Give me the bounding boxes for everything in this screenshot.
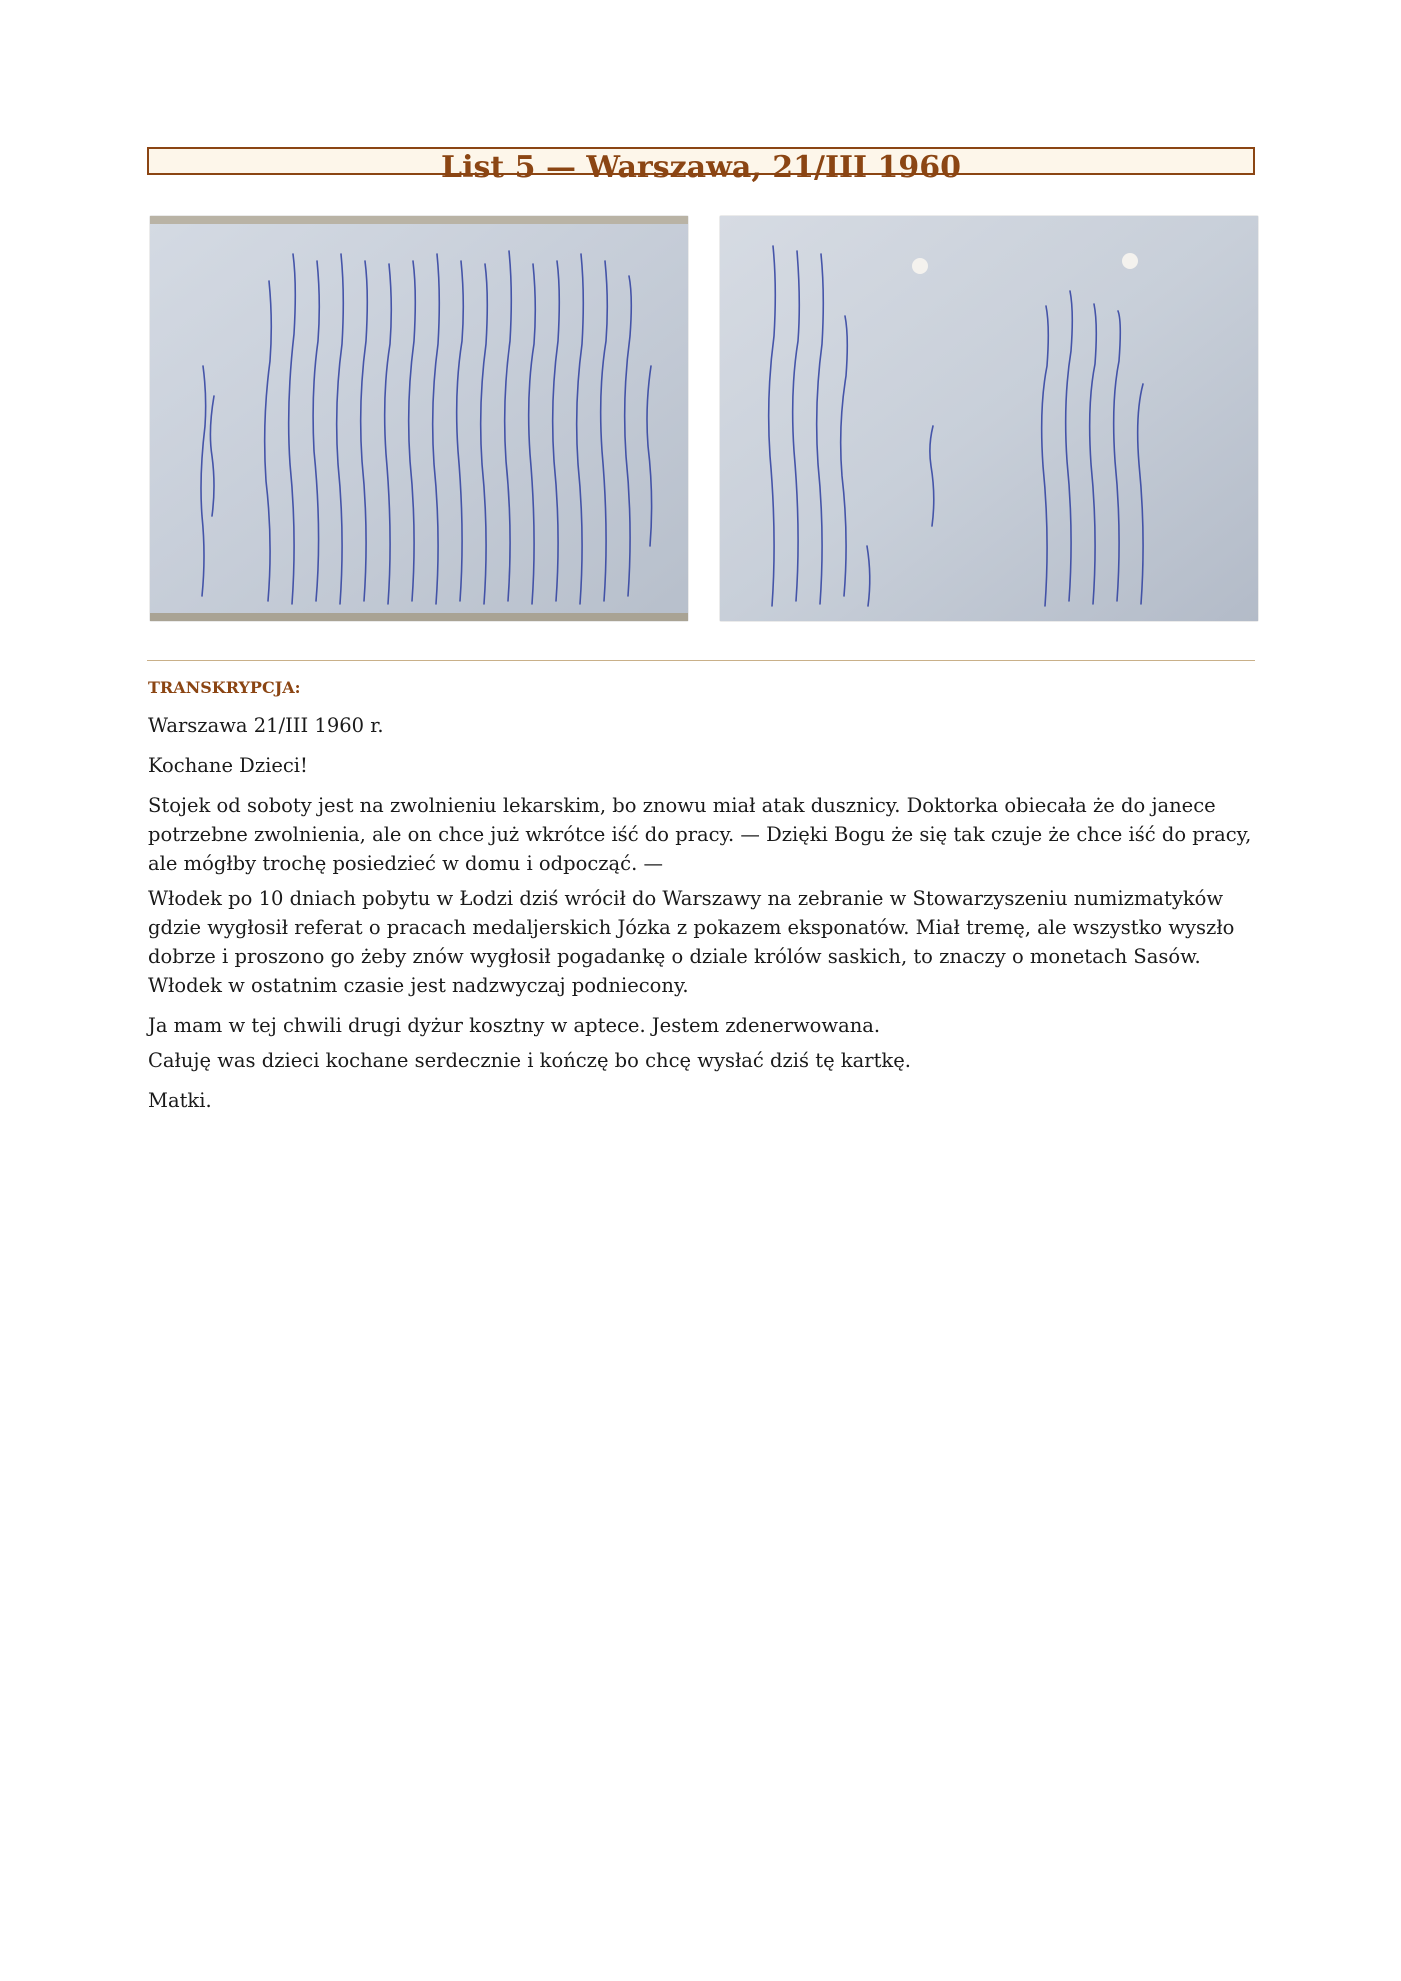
letter-closing: Matki. xyxy=(148,1089,212,1112)
title-box xyxy=(147,147,1255,185)
transcription-label: TRANSKRYPCJA: xyxy=(148,678,301,697)
letter-scan-page-1 xyxy=(150,216,688,621)
transcription-text xyxy=(148,711,1258,1115)
letter-paragraph-3: Ja mam w tej chwili drugi dyżur kosztny w aptece. Jestem zdenerwowana. xyxy=(148,1014,881,1037)
letter-scan-page-2 xyxy=(720,216,1258,621)
handwritten-letter-image xyxy=(150,216,688,621)
letter-date: Warszawa 21/III 1960 r. xyxy=(148,714,384,737)
letter-salutation: Kochane Dzieci! xyxy=(148,754,308,777)
letter-paragraph-1: Stojek od soboty jest na zwolnieniu lekarskim, bo znowu miał atak dusznicy. Doktorka obiecała że do janece potrzebne zwolnienia, ale on chce już wkrótce iść do pracy. — Dzięki Bogu że się tak czuje że chce iść do pracy, ale mógłby trochę posiedzieć w domu i odpocząć. — xyxy=(148,794,1252,875)
letter-paragraph-4: Całuję was dzieci kochane serdecznie i kończę bo chcę wysłać dziś tę kartkę. xyxy=(148,1049,911,1072)
handwritten-letter-image xyxy=(720,216,1258,621)
letter-paragraph-2: Włodek po 10 dniach pobytu w Łodzi dziś wrócił do Warszawy na zebranie w Stowarzyszeniu numizmatyków gdzie wygłosił referat o pracach medaljerskich Józka z pokazem eksponatów. Miał tremę, ale wszystko wyszło dobrze i proszono go żeby znów wygłosił pogadankę o dziale królów saskich, to znaczy o monetach Sasów. Włodek w ostatnim czasie jest nadzwyczaj podniecony. xyxy=(148,887,1235,997)
divider xyxy=(147,660,1255,661)
page-title: List 5 — Warszawa, 21/III 1960 xyxy=(440,150,962,185)
